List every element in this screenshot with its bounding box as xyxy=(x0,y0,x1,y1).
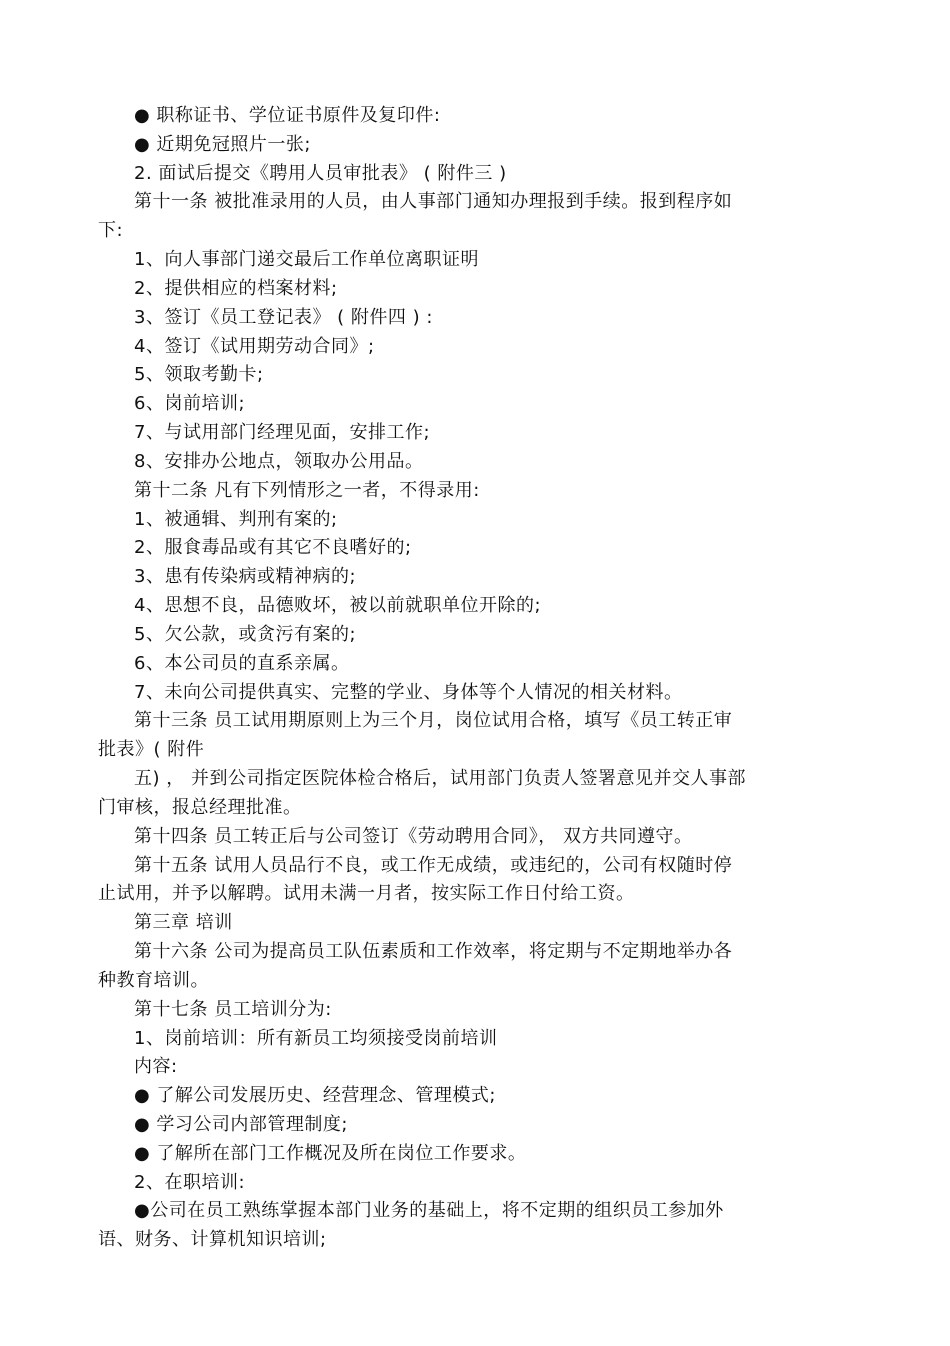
list-item: 3、签订《员工登记表》 ( 附件四 ) : xyxy=(134,307,433,328)
content-label: 内容: xyxy=(134,1056,178,1077)
paragraph-continuation: 批表》( 附件 xyxy=(98,739,205,760)
bullet-line: ● 职称证书、学位证书原件及复印件: xyxy=(134,105,441,126)
paragraph-continuation: 下: xyxy=(98,220,124,241)
bullet-line: ● 学习公司内部管理制度; xyxy=(134,1114,348,1135)
bullet-line: ● 近期免冠照片一张; xyxy=(134,134,311,155)
list-item: 4、签订《试用期劳动合同》; xyxy=(134,336,375,357)
paragraph-continuation: 种教育培训。 xyxy=(98,970,209,991)
article-11: 第十一条 被批准录用的人员，由人事部门通知办理报到手续。报到程序如 xyxy=(134,191,733,212)
article-14: 第十四条 员工转正后与公司签订《劳动聘用合同》， 双方共同遵守。 xyxy=(134,826,693,847)
list-item: 1、被通辑、判刑有案的; xyxy=(134,509,338,530)
list-item: 2、在职培训: xyxy=(134,1172,246,1193)
article-13: 第十三条 员工试用期原则上为三个月，岗位试用合格，填写《员工转正审 xyxy=(134,710,733,731)
list-item: 2. 面试后提交《聘用人员审批表》 ( 附件三 ) xyxy=(134,163,507,184)
list-item: 1、向人事部门递交最后工作单位离职证明 xyxy=(134,249,479,270)
list-item: 3、患有传染病或精神病的; xyxy=(134,566,357,587)
article-12: 第十二条 凡有下列情形之一者，不得录用: xyxy=(134,480,480,501)
bullet-line: ● 了解公司发展历史、经营理念、管理模式; xyxy=(134,1085,496,1106)
list-item: 1、岗前培训：所有新员工均须接受岗前培训 xyxy=(134,1028,498,1049)
list-item: 7、与试用部门经理见面，安排工作; xyxy=(134,422,431,443)
list-item: 2、提供相应的档案材料; xyxy=(134,278,338,299)
bullet-line: ● 了解所在部门工作概况及所在岗位工作要求。 xyxy=(134,1143,527,1164)
list-item: 8、安排办公地点，领取办公用品。 xyxy=(134,451,424,472)
article-17: 第十七条 员工培训分为: xyxy=(134,999,332,1020)
chapter-heading: 第三章 培训 xyxy=(134,912,233,933)
paragraph-continuation: 语、财务、计算机知识培训; xyxy=(98,1229,327,1250)
paragraph-continuation: 五) ， 并到公司指定医院体检合格后，试用部门负责人签署意见并交人事部 xyxy=(134,768,746,789)
list-item: 7、未向公司提供真实、完整的学业、身体等个人情况的相关材料。 xyxy=(134,682,683,703)
article-16: 第十六条 公司为提高员工队伍素质和工作效率，将定期与不定期地举办各 xyxy=(134,941,733,962)
article-15: 第十五条 试用人员品行不良，或工作无成绩，或违纪的，公司有权随时停 xyxy=(134,855,733,876)
paragraph-continuation: 止试用，并予以解聘。试用未满一月者，按实际工作日付给工资。 xyxy=(98,883,635,904)
list-item: 5、领取考勤卡; xyxy=(134,364,264,385)
bullet-line: ●公司在员工熟练掌握本部门业务的基础上，将不定期的组织员工参加外 xyxy=(134,1200,724,1221)
list-item: 2、服食毒品或有其它不良嗜好的; xyxy=(134,537,412,558)
list-item: 6、本公司员的直系亲属。 xyxy=(134,653,350,674)
list-item: 5、欠公款，或贪污有案的; xyxy=(134,624,357,645)
list-item: 4、思想不良，品德败坏，被以前就职单位开除的; xyxy=(134,595,542,616)
list-item: 6、岗前培训; xyxy=(134,393,246,414)
paragraph-continuation: 门审核，报总经理批准。 xyxy=(98,797,302,818)
